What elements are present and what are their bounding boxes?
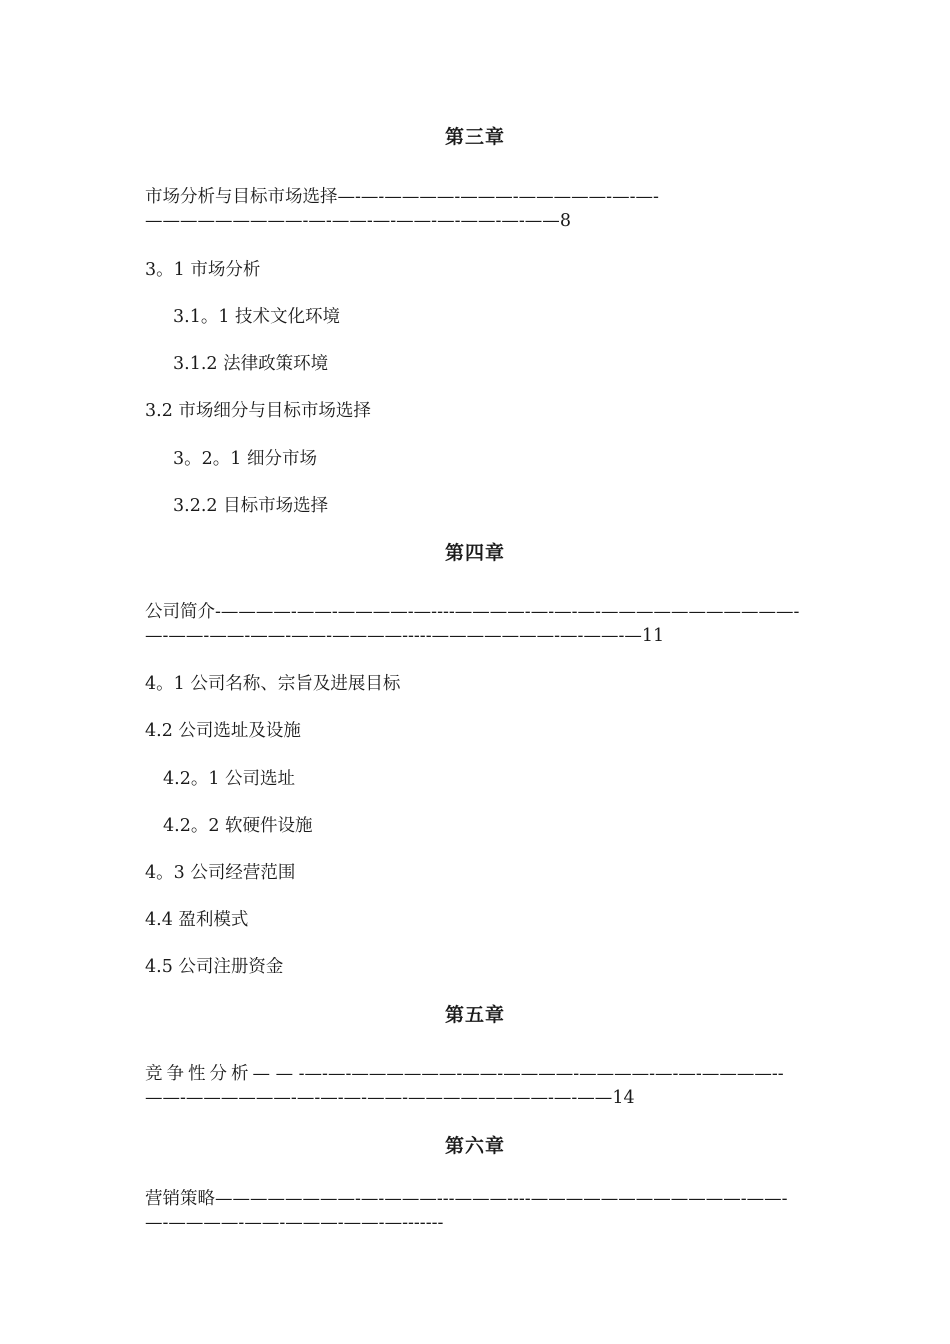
toc-entry-title: 公司简介 bbox=[145, 602, 215, 622]
toc-entry[interactable] bbox=[145, 185, 807, 233]
toc-entry[interactable] bbox=[145, 1187, 807, 1233]
toc-entry-title: 市场分析与目标市场选择 bbox=[145, 187, 338, 207]
toc-entry-title: 竞争性分析 bbox=[145, 1064, 253, 1084]
chapter-heading: 第六章 bbox=[444, 1135, 505, 1157]
toc-item[interactable]: 4。1 公司名称、宗旨及进展目标 bbox=[145, 674, 401, 694]
toc-item[interactable]: 3.2 市场细分与目标市场选择 bbox=[145, 401, 371, 421]
toc-item[interactable]: 4.2。1 公司选址 bbox=[163, 769, 296, 789]
toc-entry-leader: — — -—-—-——————-——-————-————-—-—-————--——-——————-—-—-—-——-————————-—-—— bbox=[145, 1064, 784, 1108]
toc-item[interactable]: 4.2 公司选址及设施 bbox=[145, 721, 301, 741]
toc-entry-title: 营销策略 bbox=[145, 1189, 215, 1209]
toc-entry-page: 14 bbox=[612, 1088, 635, 1108]
toc-item[interactable]: 3.1。1 技术文化环境 bbox=[173, 307, 341, 327]
toc-entry[interactable] bbox=[145, 600, 807, 648]
toc-entry-leader: —-—-————-———-—————-—-—-—————————-—-——-—-——-—-——-—-—— bbox=[145, 187, 659, 231]
chapter-heading: 第四章 bbox=[444, 542, 505, 564]
toc-entry-leader: -————-——-————-—----————-—-—-—-———————————-—-——-——-——-——-————-----———————-—-——-— bbox=[145, 602, 800, 646]
toc-item[interactable]: 3。2。1 细分市场 bbox=[173, 449, 317, 469]
toc-item[interactable]: 4.2。2 软硬件设施 bbox=[163, 816, 313, 836]
toc-item[interactable]: 4。3 公司经营范围 bbox=[145, 863, 296, 883]
toc-entry[interactable] bbox=[145, 1062, 807, 1110]
toc-item[interactable]: 4.5 公司注册资金 bbox=[145, 957, 284, 977]
toc-entry-leader: ————————-—-———---———----————————————-——-—-————-——-———-——-—------- bbox=[145, 1189, 788, 1233]
toc-entry-page: 11 bbox=[641, 626, 665, 646]
toc-item[interactable]: 3.2.2 目标市场选择 bbox=[173, 496, 329, 516]
toc-item[interactable]: 4.4 盈利模式 bbox=[145, 910, 249, 930]
toc-item[interactable]: 3。1 市场分析 bbox=[145, 260, 261, 280]
toc-entry-page: 8 bbox=[559, 211, 571, 231]
chapter-heading: 第三章 bbox=[444, 126, 505, 148]
toc-item[interactable]: 3.1.2 法律政策环境 bbox=[173, 354, 329, 374]
chapter-heading: 第五章 bbox=[444, 1004, 505, 1026]
